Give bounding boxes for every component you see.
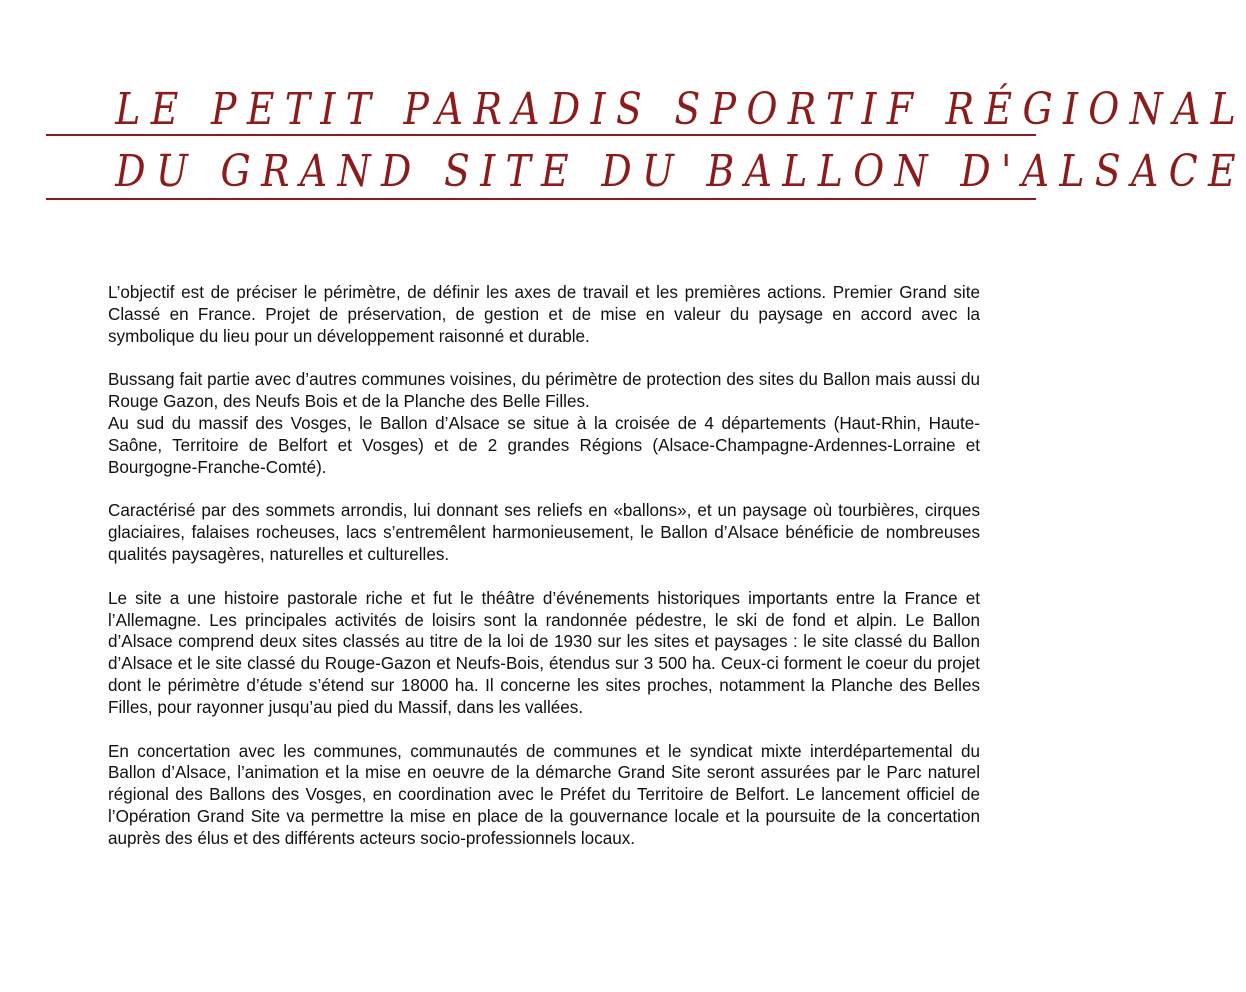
paragraph-text: Caractérisé par des sommets arrondis, lui donnant ses reliefs en «ballons», et un paysage où tourbières, cirques glaciaires, falaises rocheuses, lacs s’entremêlent harmonieusement, le Ballon d’Alsace bénéficie de nombreuses qualités paysagères, naturelles et culturelles. (108, 501, 980, 564)
paragraph-history (108, 588, 980, 719)
paragraph-concertation (108, 741, 980, 850)
title-rule-2 (46, 198, 1036, 200)
paragraph-text: En concertation avec les communes, communautés de communes et le syndicat mixte interdépartemental du Ballon d’Alsace, l’animation et la mise en oeuvre de la démarche Grand Site seront assurées par le Parc naturel régional des Ballons des Vosges, en coordination avec le Préfet du Territoire de Belfort. Le lancement officiel de l’Opération Grand Site va permettre la mise en place de la gouvernance locale et la poursuite de la concertation auprès des élus et des différents acteurs socio-professionnels locaux. (108, 741, 980, 848)
paragraph-text: L’objectif est de préciser le périmètre, de définir les axes de travail et les premières actions. Premier Grand site Classé en France. Projet de préservation, de gestion et de mise en valeur du paysage en accord avec la symbolique du lieu pour un développement raisonné et durable. (108, 283, 980, 346)
page-title (46, 84, 1246, 200)
paragraph-text: Bussang fait partie avec d’autres communes voisines, du périmètre de protection des sites du Ballon mais aussi du Rouge Gazon, des Neufs Bois et de la Planche des Belle Filles. (108, 370, 980, 412)
paragraph-text: Le site a une histoire pastorale riche et fut le théâtre d’événements historiques importants entre la France et l’Allemagne. Les principales activités de loisirs sont la randonnée pédestre, le ski de fond et alpin. Le Ballon d’Alsace comprend deux sites classés au titre de la loi de 1930 sur les sites et paysages : le site classé du Ballon d’Alsace et le site classé du Rouge-Gazon et Neufs-Bois, étendus sur 3 500 ha. Ceux-ci forment le coeur du projet dont le périmètre d’étude s’étend sur 18000 ha. Il concerne les sites proches, notamment la Planche des Belles Filles, pour rayonner jusqu’au pied du Massif, dans les vallées. (108, 588, 980, 717)
paragraph-objective (108, 282, 980, 347)
title-line-2: DU GRAND SITE DU BALLON D'ALSACE (115, 146, 1246, 197)
paragraph-bussang (108, 369, 980, 478)
paragraph-landscape (108, 500, 980, 565)
article-body (108, 282, 980, 872)
title-line-1: LE PETIT PARADIS SPORTIF RÉGIONAL (115, 84, 1246, 135)
paragraph-text: Au sud du massif des Vosges, le Ballon d’Alsace se situe à la croisée de 4 départements (Haut-Rhin, Haute-Saône, Territoire de Belfort et Vosges) et de 2 grandes Régions (Alsace-Champagne-Ardennes-Lorraine et Bourgogne-Franche-Comté). (108, 413, 980, 477)
